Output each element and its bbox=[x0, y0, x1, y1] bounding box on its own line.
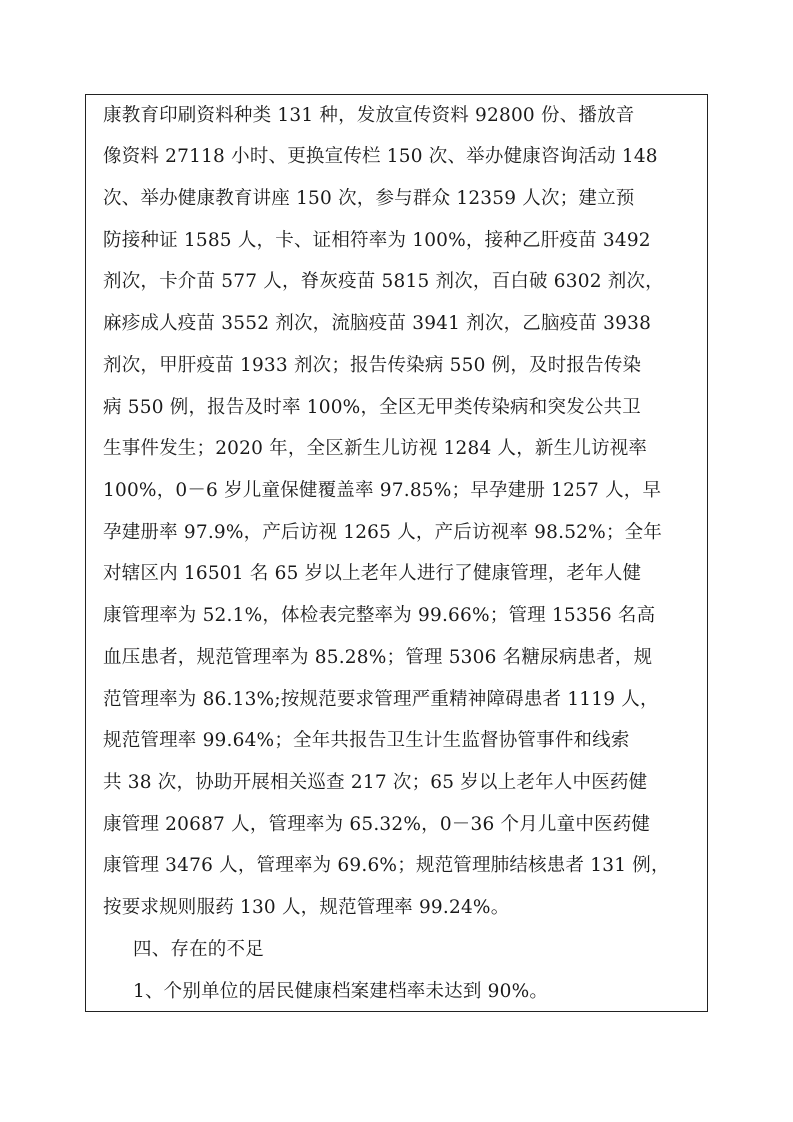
paragraph-line-14: 血压患者，规范管理率为 85.28%；管理 5306 名糖尿病患者，规 bbox=[103, 647, 653, 668]
paragraph-line-16: 规范管理率 99.64%；全年共报告卫生计生监督协管事件和线索 bbox=[103, 730, 630, 751]
paragraph-line-12: 对辖区内 16501 名 65 岁以上老年人进行了健康管理，老年人健 bbox=[103, 563, 642, 584]
paragraph-line-15: 范管理率为 86.13%;按规范要求管理严重精神障碍患者 1119 人， bbox=[103, 689, 659, 710]
paragraph-line-8: 病 550 例，报告及时率 100%，全区无甲类传染病和突发公共卫 bbox=[103, 397, 641, 418]
paragraph-line-5: 剂次，卡介苗 577 人，脊灰疫苗 5815 剂次，百白破 6302 剂次， bbox=[103, 271, 664, 292]
paragraph-line-3: 次、举办健康教育讲座 150 次，参与群众 12359 人次；建立预 bbox=[103, 188, 635, 209]
paragraph-line-2: 像资料 27118 小时、更换宣传栏 150 次、举办健康咨询活动 148 bbox=[103, 146, 658, 167]
paragraph-line-7: 剂次，甲肝疫苗 1933 剂次；报告传染病 550 例，及时报告传染 bbox=[103, 355, 642, 376]
paragraph-line-10: 100%，0－6 岁儿童保健覆盖率 97.85%；早孕建册 1257 人，早 bbox=[103, 480, 662, 501]
paragraph-line-11: 孕建册率 97.9%，产后访视 1265 人，产后访视率 98.52%；全年 bbox=[103, 522, 663, 543]
paragraph-line-4: 防接种证 1585 人，卡、证相符率为 100%，接种乙肝疫苗 3492 bbox=[103, 230, 651, 251]
paragraph-line-18: 康管理 20687 人，管理率为 65.32%，0－36 个月儿童中医药健 bbox=[103, 814, 651, 835]
list-item: 1、个别单位的居民健康档案建档率未达到 90%。 bbox=[133, 981, 549, 1002]
paragraph-line-13: 康管理率为 52.1%，体检表完整率为 99.66%；管理 15356 名高 bbox=[103, 605, 656, 626]
paragraph-line-9: 生事件发生；2020 年，全区新生儿访视 1284 人，新生儿访视率 bbox=[103, 438, 648, 459]
paragraph-line-19: 康管理 3476 人，管理率为 69.6%；规范管理肺结核患者 131 例， bbox=[103, 855, 670, 876]
paragraph-line-6: 麻疹成人疫苗 3552 剂次，流脑疫苗 3941 剂次，乙脑疫苗 3938 bbox=[103, 313, 652, 334]
paragraph-line-20: 按要求规则服药 130 人，规范管理率 99.24%。 bbox=[103, 897, 510, 918]
section-heading: 四、存在的不足 bbox=[133, 939, 264, 960]
paragraph-line-17: 共 38 次，协助开展相关巡查 217 次；65 岁以上老年人中医药健 bbox=[103, 772, 648, 793]
paragraph-line-1: 康教育印刷资料种类 131 种，发放宣传资料 92800 份、播放音 bbox=[103, 105, 635, 126]
